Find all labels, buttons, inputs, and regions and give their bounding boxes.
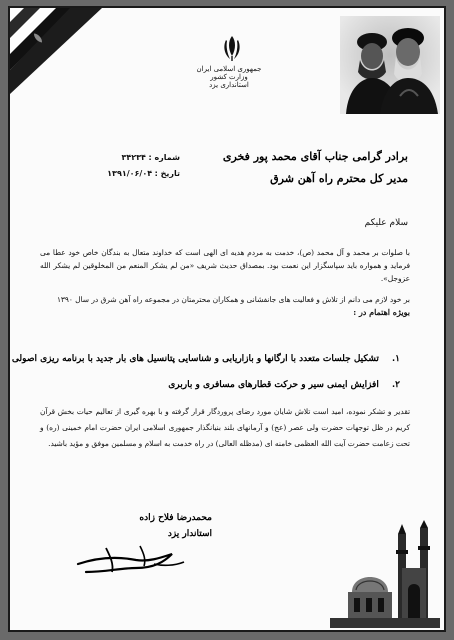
addressee-line: مدیر کل محترم راه آهن شرق: [270, 172, 408, 185]
list-item-number: ۱.: [392, 354, 400, 364]
list-item: [40, 372, 400, 398]
letter-date-row: [70, 166, 180, 182]
list-item-text: تشکیل جلسات متعدد با ارگانها و بازاریابی و شناسایی پتانسیل های بار جدید با برنامه ریزی اصولی: [11, 354, 379, 364]
greeting: سلام علیکم: [364, 218, 408, 228]
list-item: [11, 346, 400, 372]
government-header: [190, 65, 268, 89]
letter-number-value: ۳۴۲۳۴: [121, 153, 146, 162]
signer-name: محمدرضا فلاح زاده: [139, 513, 212, 523]
letter-number-row: [70, 150, 180, 166]
signer-title: استاندار یزد: [167, 529, 212, 539]
emblem-icon: [221, 34, 243, 62]
gov-line: وزارت کشور: [210, 73, 248, 81]
closing-paragraph: تقدیر و تشکر نموده، امید است تلاش شایان مورد رضای پروردگار قرار گرفته و با بهره گیری از تعالیم حیات بخش قرآن کریم در ظل توجهات حضرت ولی عصر (عج) و آرمانهای بلند بنیانگذار جمهوری اسلامی ایران حضرت امام خمینی (ره) و تحت زعامت حضرت آیت الله العظمی خامنه ای (مدظله العالی) در راه خدمت به اسلام و مسلمین موفق و مؤید باشید.: [40, 407, 410, 448]
body-paragraph: بویژه اهتمام در :: [353, 307, 410, 317]
body-paragraph: بر خود لازم می دانم از تلاش و فعالیت های جانفشانی و همکاران محترمتان در مجموعه راه آهن شرق در سال ۱۳۹۰: [56, 295, 410, 304]
letter-date-label: تاریخ :: [154, 169, 180, 178]
list-item-number: ۲.: [392, 380, 400, 390]
addressee-block: [168, 146, 408, 190]
letter-date-value: ۱۳۹۱/۰۶/۰۴: [107, 169, 153, 178]
letter-number-label: شماره :: [148, 153, 180, 162]
list-item-text: افزایش ایمنی سیر و حرکت قطارهای مسافری و باربری: [168, 380, 379, 390]
body-paragraph: با صلوات بر محمد و آل محمد (ص)، خدمت به مردم هدیه ای الهی است که خداوند متعال به بندگان خاص خود عطا می فرماید و همواره باید سپاسگزار این نعمت بود. بمصداق حدیث شریف «من لم یشکر المنعم من المخلوقین لم یشکر الله عزوجل».: [40, 248, 410, 283]
letter-body: [40, 246, 410, 319]
gov-line: استانداری یزد: [209, 81, 249, 89]
letter-page: [8, 6, 446, 632]
addressee-line: برادر گرامی جناب آقای محمد پور فخری: [222, 150, 408, 163]
signature-image: [76, 538, 186, 578]
leaders-portrait-image: [340, 16, 440, 114]
flag-corner: [10, 8, 102, 94]
mosque-illustration: [330, 520, 440, 628]
letter-meta: [70, 150, 180, 182]
gov-line: جمهوری اسلامی ایران: [196, 65, 262, 73]
achievement-list: [11, 346, 400, 398]
